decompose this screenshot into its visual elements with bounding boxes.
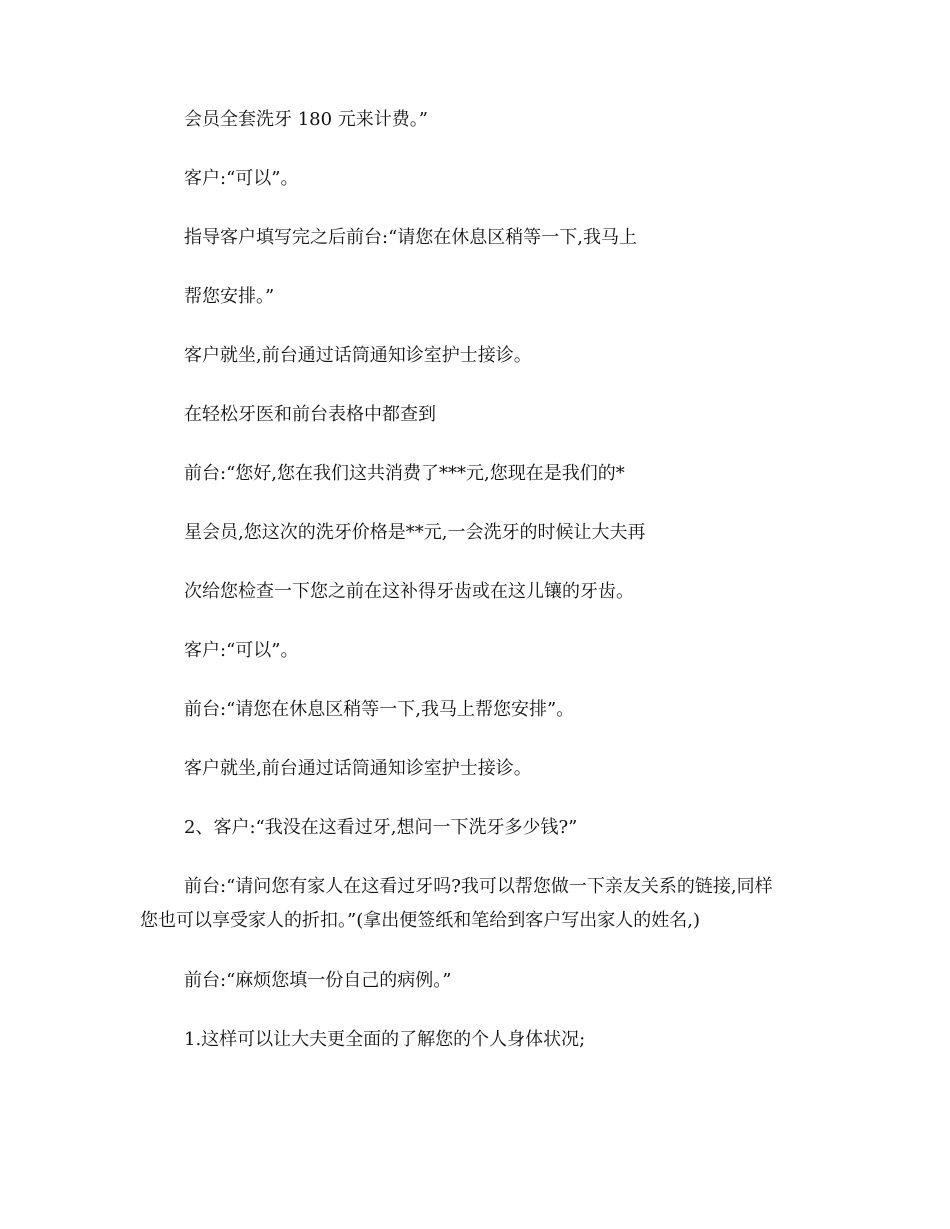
text-line: 指导客户填写完之后前台:“请您在休息区稍等一下,我马上 [184, 227, 637, 248]
text-line: 次给您检查一下您之前在这补得牙齿或在这儿镶的牙齿。 [184, 581, 634, 602]
text-line: 帮您安排。” [184, 286, 275, 307]
text-line: 1.这样可以让大夫更全面的了解您的个人身体状况; [184, 1029, 586, 1050]
text-line: 客户就坐,前台通过话筒通知诊室护士接诊。 [184, 345, 532, 366]
text-line: 2、客户:“我没在这看过牙,想问一下洗牙多少钱?” [184, 817, 578, 838]
text-line: 客户:“可以”。 [184, 640, 299, 661]
text-line: 您也可以享受家人的折扣。”(拿出便签纸和笔给到客户写出家人的姓名,) [140, 910, 700, 931]
text-line: 前台:“请您在休息区稍等一下,我马上帮您安排”。 [184, 699, 575, 720]
text-line: 会员全套洗牙 180 元来计费。” [184, 109, 429, 130]
text-line: 星会员,您这次的洗牙价格是**元,一会洗牙的时候让大夫再 [184, 522, 646, 543]
text-line: 在轻松牙医和前台表格中都查到 [184, 404, 436, 425]
text-line: 前台:“请问您有家人在这看过牙吗?我可以帮您做一下亲友关系的链接,同样 [184, 876, 773, 897]
text-line: 前台:“麻烦您填一份自己的病例。” [184, 970, 452, 991]
text-line: 客户就坐,前台通过话筒通知诊室护士接诊。 [184, 758, 532, 779]
text-line: 客户:“可以”。 [184, 168, 299, 189]
text-line: 前台:“您好,您在我们这共消费了***元,您现在是我们的* [184, 463, 625, 484]
